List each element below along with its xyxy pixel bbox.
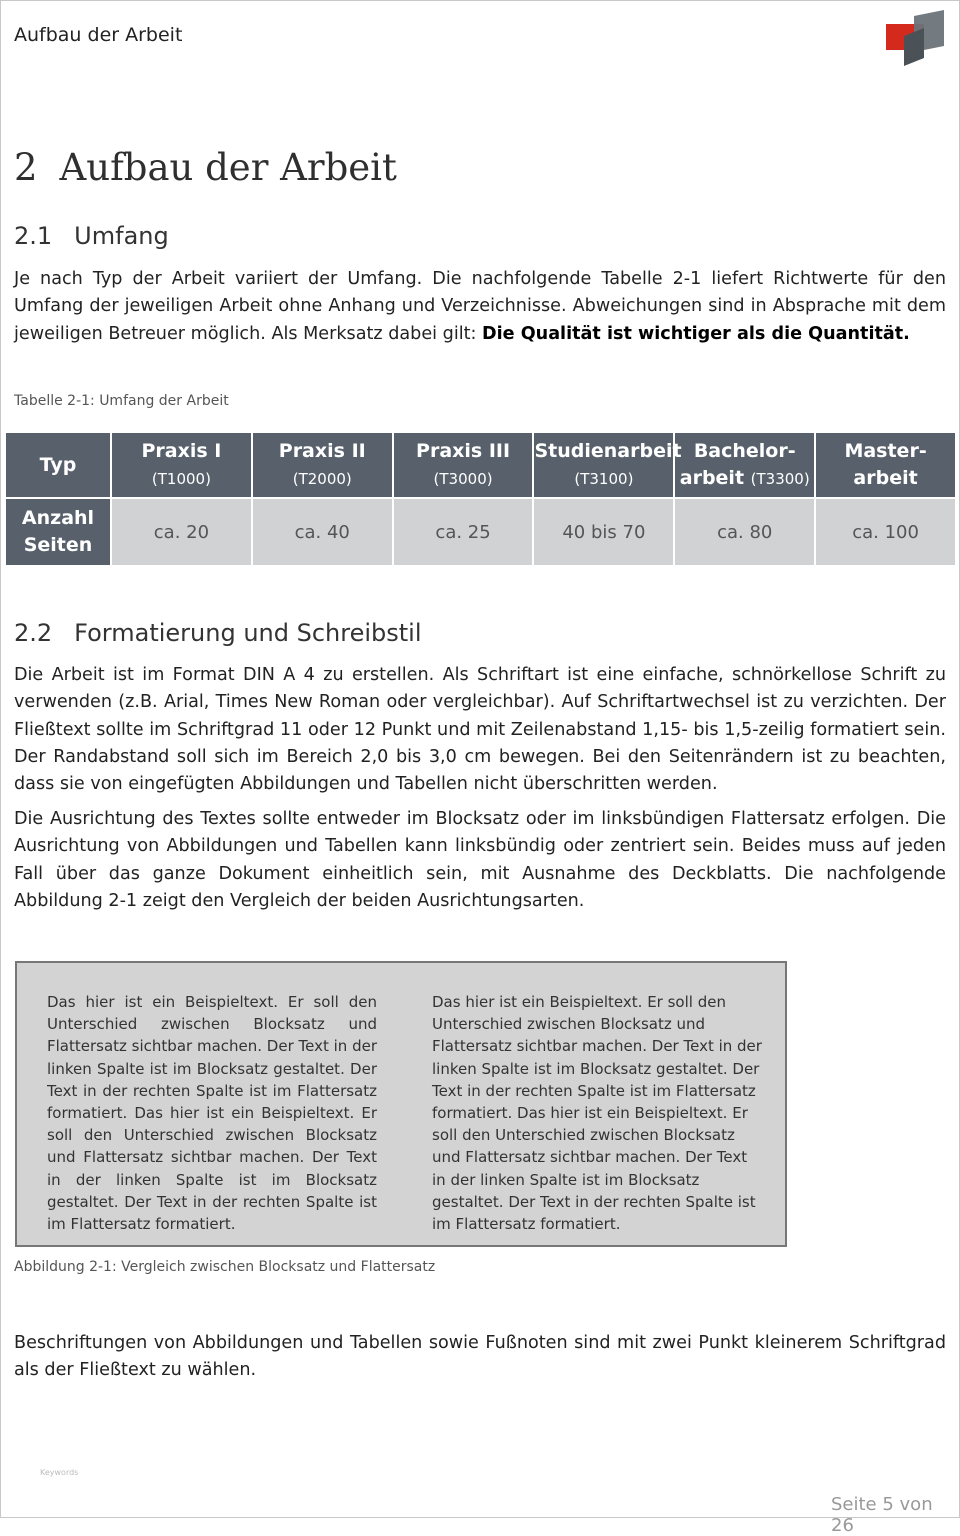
chapter-number: 2 bbox=[14, 146, 38, 189]
merksatz: Die Qualität ist wichtiger als die Quantität. bbox=[482, 323, 910, 344]
page-number: Seite 5 von 26 bbox=[831, 1494, 933, 1536]
header-code: (T3000) bbox=[433, 469, 493, 488]
comparison-figure bbox=[15, 961, 787, 1247]
header-typ: Typ bbox=[5, 432, 111, 498]
header-line: Bachelor- bbox=[693, 439, 796, 462]
chapter-title: Aufbau der Arbeit bbox=[59, 146, 397, 189]
header-line: Studienarbeit bbox=[534, 439, 682, 462]
footer-mark: Keywords bbox=[40, 1468, 79, 1477]
header-code: (T2000) bbox=[292, 469, 352, 488]
cell-studienarbeit: 40 bis 70 bbox=[533, 498, 674, 566]
university-logo-icon bbox=[880, 6, 950, 68]
header-praxis-3 bbox=[393, 432, 534, 498]
header-praxis-1 bbox=[111, 432, 252, 498]
cell-praxis-3: ca. 25 bbox=[393, 498, 534, 566]
table-row bbox=[5, 498, 956, 566]
umfang-table bbox=[4, 431, 957, 567]
header-line: arbeit bbox=[679, 466, 745, 489]
section-title: Umfang bbox=[74, 222, 169, 250]
figure-caption: Abbildung 2-1: Vergleich zwischen Blocksatz und Flattersatz bbox=[14, 1259, 436, 1275]
section-heading-umfang bbox=[14, 222, 169, 250]
header-masterarbeit bbox=[815, 432, 956, 498]
header-line: Praxis II bbox=[278, 439, 366, 462]
cell-praxis-2: ca. 40 bbox=[252, 498, 393, 566]
formatierung-paragraph-1: Die Arbeit ist im Format DIN A 4 zu erstellen. Als Schriftart ist eine einfache, schnörkellose Schrift zu verwenden (z.B. Arial, Times New Roman oder vergleichbar). Auf Schriftartwechsel ist zu verzichten. Der Fließtext sollte im Schriftgrad 11 oder 12 Punkt und mit Zeilenabstand 1,15- bis 1,5-zeilig formatiert sein. Der Randabstand soll sich im Bereich 2,0 bis 3,0 cm bewegen. Bei den Seitenrändern ist zu beachten, dass sie von eingefügten Abbildungen und Tabellen nicht überschritten werden. bbox=[14, 665, 946, 795]
chapter-heading bbox=[14, 146, 397, 189]
running-header: Aufbau der Arbeit bbox=[14, 24, 183, 46]
section-number: 2.2 bbox=[14, 619, 53, 647]
formatierung-paragraph-2: Die Ausrichtung des Textes sollte entweder im Blocksatz oder im linksbündigen Flattersatz erfolgen. Die Ausrichtung von Abbildungen und Tabellen kann linksbündig oder zentriert sein. Beides muss auf jeden Fall über das ganze Dokument einheitlich sein, mit Ausnahme des Deckblatts. Die nachfolgende Abbildung 2-1 zeigt den Vergleich der beiden Ausrichtungsarten. bbox=[14, 809, 946, 911]
row-label-line: Anzahl bbox=[21, 507, 95, 529]
header-praxis-2 bbox=[252, 432, 393, 498]
figure-blocksatz-text: Das hier ist ein Beispieltext. Er soll den Unterschied zwischen Blocksatz und Flattersatz sichtbar machen. Der Text in der linken Spalte ist im Blocksatz gestaltet. Der Text in der rechten Spalte ist im Flattersatz formatiert. Das hier ist ein Beispieltext. Er soll den Unterschied zwischen Blocksatz und Flattersatz sichtbar machen. Der Text in der linken Spalte ist im Blocksatz gestaltet. Der Text in der rechten Spalte ist im Flattersatz formatiert. bbox=[47, 993, 377, 1234]
cell-bachelorarbeit: ca. 80 bbox=[674, 498, 815, 566]
row-label-line: Seiten bbox=[23, 534, 93, 556]
section-title: Formatierung und Schreibstil bbox=[74, 619, 422, 647]
cell-praxis-1: ca. 20 bbox=[111, 498, 252, 566]
row-label-anzahl-seiten bbox=[5, 498, 111, 566]
header-code: (T3100) bbox=[574, 469, 634, 488]
cell-masterarbeit: ca. 100 bbox=[815, 498, 956, 566]
header-bachelorarbeit bbox=[674, 432, 815, 498]
section-number: 2.1 bbox=[14, 222, 53, 250]
header-line: arbeit bbox=[853, 467, 918, 489]
header-line: Praxis I bbox=[141, 439, 222, 462]
header-line: Master- bbox=[844, 440, 927, 462]
header-code: (T3300) bbox=[750, 469, 810, 488]
header-code: (T1000) bbox=[151, 469, 211, 488]
umfang-paragraph-text: Je nach Typ der Arbeit variiert der Umfang. Die nachfolgende Tabelle 2-1 liefert Richtwerte für den Umfang der jeweiligen Arbeit ohne Anhang und Verzeichnisse. Abweichungen sind in Absprache mit dem jeweiligen Betreuer möglich. Als Merksatz dabei gilt: bbox=[14, 269, 946, 344]
figure-flattersatz-text: Das hier ist ein Beispieltext. Er soll den Unterschied zwischen Blocksatz und Flattersatz sichtbar machen. Der Text in der linken Spalte ist im Blocksatz gestaltet. Der Text in der rechten Spalte ist im Flattersatz formatiert. Das hier ist ein Beispieltext. Er soll den Unterschied zwischen Blocksatz und Flattersatz sichtbar machen. Der Text in der linken Spalte ist im Blocksatz gestaltet. Der Text in der rechten Spalte ist im Flattersatz formatiert. bbox=[432, 993, 762, 1234]
header-line: Praxis III bbox=[416, 439, 511, 462]
section-heading-formatierung bbox=[14, 619, 422, 647]
table-caption: Tabelle 2-1: Umfang der Arbeit bbox=[14, 393, 229, 409]
umfang-paragraph bbox=[14, 266, 946, 348]
closing-paragraph: Beschriftungen von Abbildungen und Tabellen sowie Fußnoten sind mit zwei Punkt kleinerem Schriftgrad als der Fließtext zu wählen. bbox=[14, 1333, 946, 1381]
header-studienarbeit bbox=[533, 432, 682, 498]
table-header-row bbox=[5, 432, 956, 498]
